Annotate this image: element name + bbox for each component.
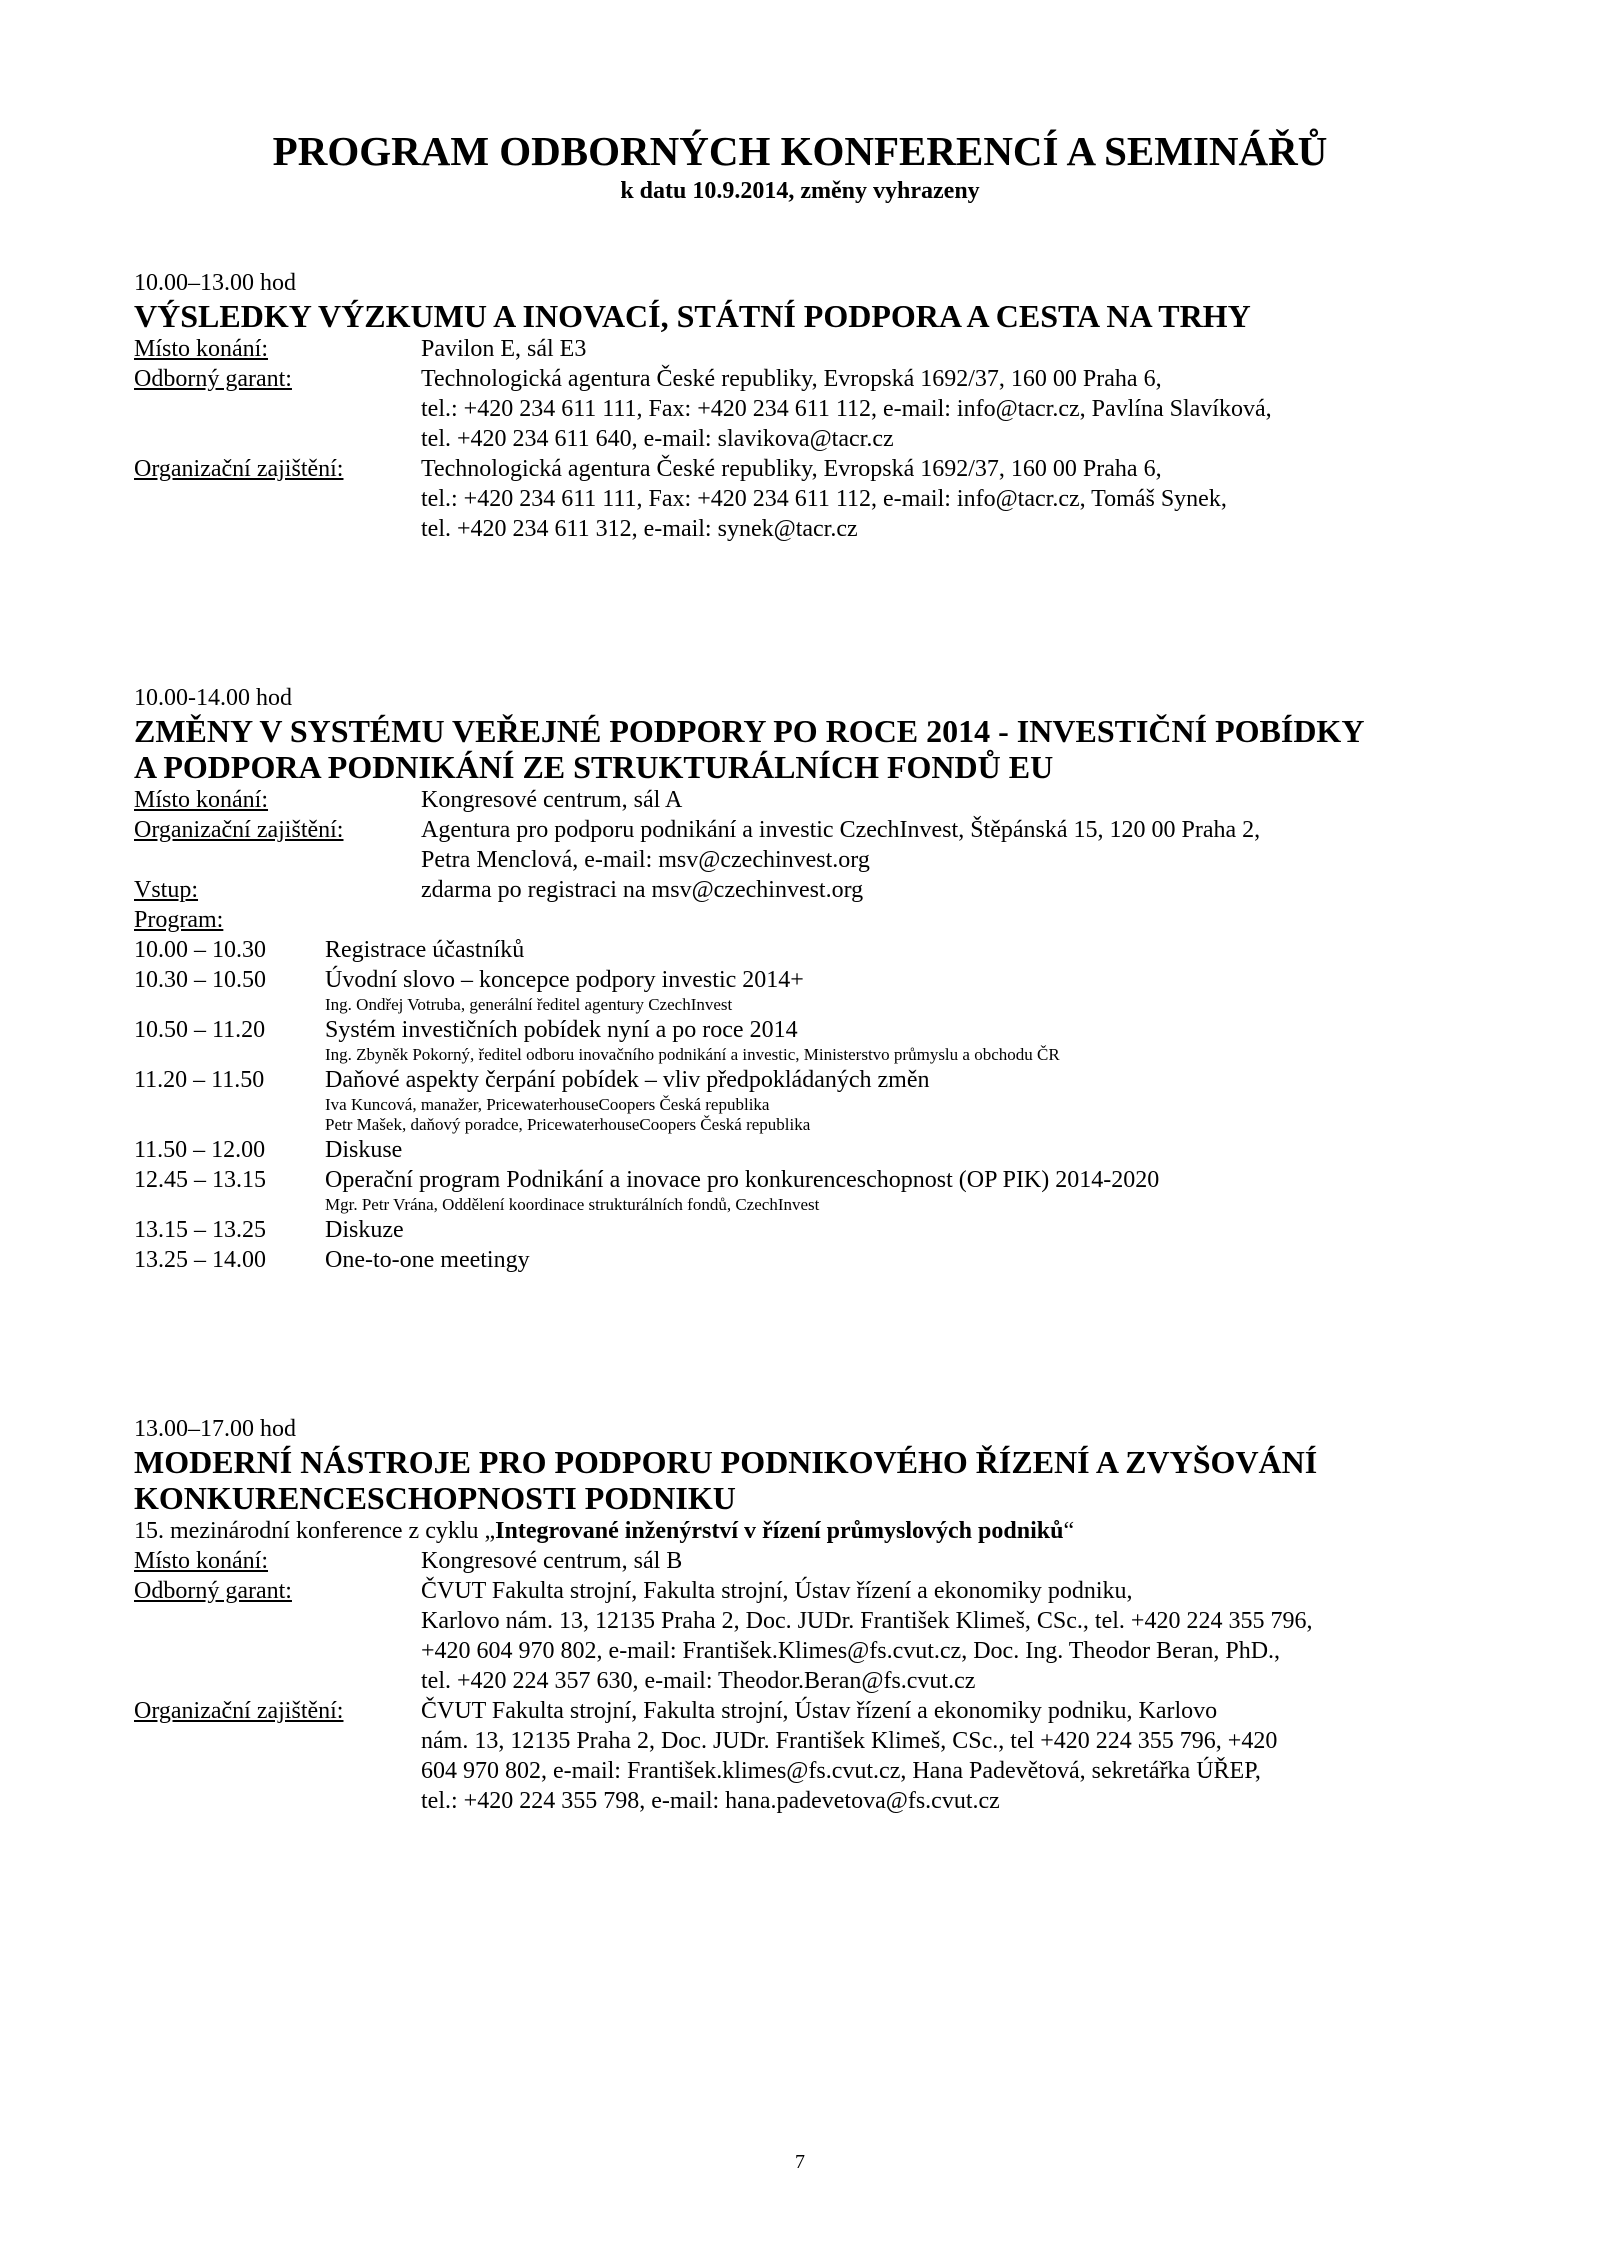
- section-heading-line: VÝSLEDKY VÝZKUMU A INOVACÍ, STÁTNÍ PODPORA A CESTA NA TRHY: [134, 298, 1251, 334]
- program-title: Systém investičních pobídek nyní a po roce 2014: [325, 1017, 798, 1043]
- venue-value: Kongresové centrum, sál A: [421, 787, 683, 813]
- program-speaker: Ing. Ondřej Votruba, generální ředitel agentury CzechInvest: [325, 995, 733, 1014]
- program-item: [134, 1245, 1474, 1275]
- program-title: Daňové aspekty čerpání pobídek – vliv předpokládaných změn: [325, 1067, 930, 1093]
- organizer-row: [134, 1696, 1474, 1816]
- venue-label: Místo konání:: [134, 787, 269, 813]
- section-heading-line: KONKURENCESCHOPNOSTI PODNIKU: [134, 1480, 736, 1516]
- page-number: 7: [795, 2151, 805, 2173]
- section-heading: [134, 713, 1474, 785]
- guarantor-label: Odborný garant:: [134, 1578, 292, 1604]
- program-speaker: Mgr. Petr Vrána, Oddělení koordinace strukturálních fondů, CzechInvest: [325, 1195, 820, 1214]
- venue-label: Místo konání:: [134, 1548, 269, 1574]
- organizer-line: tel.: +420 224 355 798, e-mail: hana.padevetova@fs.cvut.cz: [421, 1788, 1000, 1814]
- page-title: PROGRAM ODBORNÝCH KONFERENCÍ A SEMINÁŘŮ: [272, 128, 1328, 174]
- program-time: 12.45 – 13.15: [134, 1167, 266, 1193]
- organizer-line: tel.: +420 234 611 111, Fax: +420 234 611 112, e-mail: info@tacr.cz, Tomáš Synek,: [421, 486, 1227, 512]
- program-time: 10.50 – 11.20: [134, 1017, 266, 1043]
- section-heading: [134, 298, 1474, 334]
- organizer-line: Petra Menclová, e-mail: msv@czechinvest.org: [421, 847, 870, 873]
- program-speaker: Petr Mašek, daňový poradce, PricewaterhouseCoopers Česká republika: [325, 1115, 811, 1134]
- entry-label: Vstup:: [134, 877, 199, 903]
- organizer-label: Organizační zajištění:: [134, 1698, 344, 1724]
- program-item: [134, 1215, 1474, 1245]
- guarantor-line: tel.: +420 234 611 111, Fax: +420 234 611 112, e-mail: info@tacr.cz, Pavlína Slavíková,: [421, 396, 1272, 422]
- section-heading-line: MODERNÍ NÁSTROJE PRO PODPORU PODNIKOVÉHO ŘÍZENÍ A ZVYŠOVÁNÍ: [134, 1444, 1318, 1480]
- guarantor-line: +420 604 970 802, e-mail: František.Klimes@fs.cvut.cz, Doc. Ing. Theodor Beran, PhD.,: [421, 1638, 1281, 1664]
- guarantor-line: Technologická agentura České republiky, Evropská 1692/37, 160 00 Praha 6,: [421, 366, 1162, 392]
- intro-bold-title: Integrované inženýrství v řízení průmyslových podniků: [495, 1518, 1064, 1544]
- guarantor-row: [134, 1576, 1474, 1696]
- program-title: Diskuze: [325, 1217, 404, 1243]
- organizer-row: [134, 815, 1474, 875]
- intro-suffix: “: [1063, 1518, 1075, 1544]
- program-speaker: Ing. Zbyněk Pokorný, ředitel odboru inovačního podnikání a investic, Ministerstvo průmyslu a obchodu ČR: [325, 1045, 1060, 1064]
- organizer-line: nám. 13, 12135 Praha 2, Doc. JUDr. František Klimeš, CSc., tel +420 224 355 796, +420: [421, 1728, 1278, 1754]
- program-time: 10.30 – 10.50: [134, 967, 266, 993]
- program-item: [134, 1165, 1474, 1215]
- venue-row: [134, 1546, 1474, 1576]
- section-heading: [134, 1444, 1474, 1516]
- guarantor-line: ČVUT Fakulta strojní, Fakulta strojní, Ústav řízení a ekonomiky podniku,: [421, 1578, 1133, 1604]
- program-title: Operační program Podnikání a inovace pro konkurenceschopnost (OP PIK) 2014-2020: [325, 1167, 1160, 1193]
- organizer-line: tel. +420 234 611 312, e-mail: synek@tacr.cz: [421, 516, 858, 542]
- program-item: [134, 1015, 1474, 1065]
- section-time: 13.00–17.00 hod: [134, 1416, 296, 1442]
- program-time: 11.50 – 12.00: [134, 1137, 266, 1163]
- program-title: One-to-one meetingy: [325, 1247, 530, 1273]
- section-heading-line: ZMĚNY V SYSTÉMU VEŘEJNÉ PODPORY PO ROCE 2014 - INVESTIČNÍ POBÍDKY: [134, 713, 1365, 749]
- program-item: [134, 965, 1474, 1015]
- guarantor-row: [134, 364, 1474, 454]
- entry-value: zdarma po registraci na msv@czechinvest.org: [421, 877, 864, 903]
- venue-label: Místo konání:: [134, 336, 269, 362]
- guarantor-label: Odborný garant:: [134, 366, 292, 392]
- section-heading-line: A PODPORA PODNIKÁNÍ ZE STRUKTURÁLNÍCH FONDŮ EU: [134, 749, 1054, 785]
- guarantor-line: Karlovo nám. 13, 12135 Praha 2, Doc. JUDr. František Klimeš, CSc., tel. +420 224 355 796,: [421, 1608, 1313, 1634]
- organizer-row: [134, 454, 1474, 544]
- program-item: [134, 935, 1474, 965]
- section-time: 10.00-14.00 hod: [134, 685, 292, 711]
- organizer-label: Organizační zajištění:: [134, 456, 344, 482]
- guarantor-line: tel. +420 224 357 630, e-mail: Theodor.Beran@fs.cvut.cz: [421, 1668, 976, 1694]
- guarantor-line: tel. +420 234 611 640, e-mail: slavikova@tacr.cz: [421, 426, 894, 452]
- program-item: [134, 1065, 1474, 1135]
- venue-row: [134, 785, 1474, 815]
- organizer-line: 604 970 802, e-mail: František.klimes@fs.cvut.cz, Hana Padevětová, sekretářka ÚŘEP,: [421, 1758, 1261, 1784]
- program-time: 10.00 – 10.30: [134, 937, 266, 963]
- intro-prefix: 15. mezinárodní konference z cyklu „: [134, 1518, 496, 1544]
- program-time: 13.15 – 13.25: [134, 1217, 266, 1243]
- section-time: 10.00–13.00 hod: [134, 270, 296, 296]
- conference-intro: [134, 1516, 1474, 1546]
- section-modern-tools: [134, 1414, 1474, 1816]
- organizer-label: Organizační zajištění:: [134, 817, 344, 843]
- program-title: Úvodní slovo – koncepce podpory investic 2014+: [325, 967, 804, 993]
- venue-value: Pavilon E, sál E3: [421, 336, 587, 362]
- program-time: 13.25 – 14.00: [134, 1247, 266, 1273]
- program-item: [134, 1135, 1474, 1165]
- page-subtitle: k datu 10.9.2014, změny vyhrazeny: [620, 178, 980, 204]
- section-research-innovation: [134, 268, 1474, 544]
- organizer-line: Agentura pro podporu podnikání a investic CzechInvest, Štěpánská 15, 120 00 Praha 2,: [421, 817, 1261, 843]
- program-title: Registrace účastníků: [325, 937, 525, 963]
- program-label: Program:: [134, 907, 224, 933]
- program-title: Diskuse: [325, 1137, 403, 1163]
- organizer-line: ČVUT Fakulta strojní, Fakulta strojní, Ústav řízení a ekonomiky podniku, Karlovo: [421, 1698, 1218, 1724]
- program-speaker: Iva Kuncová, manažer, PricewaterhouseCoopers Česká republika: [325, 1095, 770, 1114]
- entry-row: [134, 875, 1474, 905]
- venue-value: Kongresové centrum, sál B: [421, 1548, 683, 1574]
- organizer-line: Technologická agentura České republiky, Evropská 1692/37, 160 00 Praha 6,: [421, 456, 1162, 482]
- section-public-support: [134, 683, 1474, 1275]
- venue-row: [134, 334, 1474, 364]
- program-time: 11.20 – 11.50: [134, 1067, 265, 1093]
